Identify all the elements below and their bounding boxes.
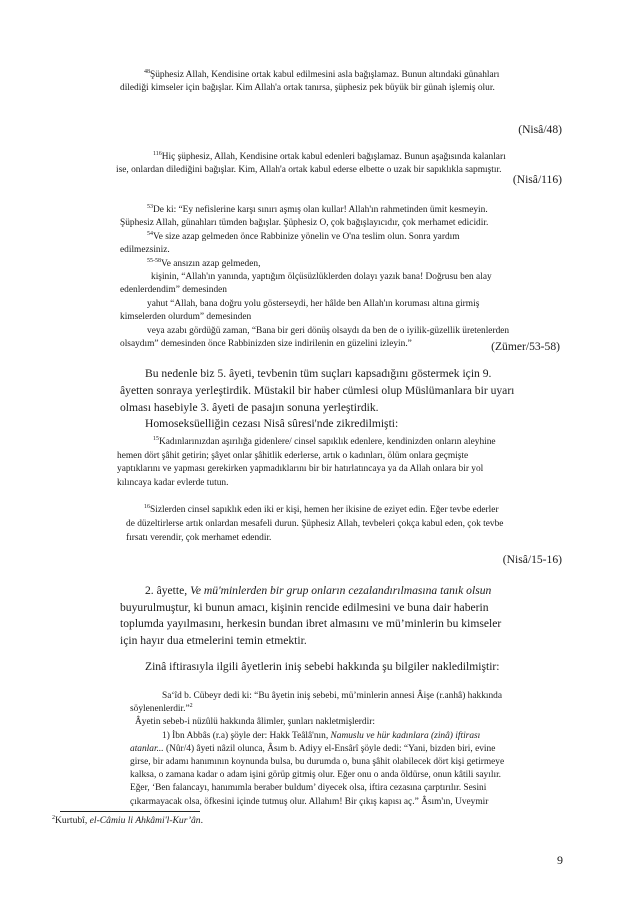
reference-nisa-15-16: (Nisâ/15-16) [502,553,562,566]
verse-number: 54 [147,230,153,237]
text-line: edilmezsiniz. [120,245,170,256]
text-line: Sizlerden cinsel sapıklık eden iki er kişi, hemen her ikisine de eziyet edin. Eğer tevbe ederler [150,505,499,515]
footnote-title: el-Câmiu li Ahkâmi'l-Kur’ân [89,815,201,826]
verse-quote-italic: atanlar... [130,743,164,754]
reference-nisa-116: (Nisâ/116) [512,173,562,186]
footnote [52,815,203,826]
text-line: Sa‘îd b. Cübeyr dedi ki: “Bu âyetin iniş sebebi, mü’minlerin annesi Âişe (r.anhâ) hakkında [162,691,503,701]
text-line: de düzeltirlerse artık onlardan mesafeli durun. Şüphesiz Allah, tevbeleri çokça kabul eden, çok tevbe [126,519,504,529]
text-line: dilediği kimseler için bağışlar. Kim Allah'a ortak tanırsa, şüphesiz pek büyük bir günah işlemiş olur. [120,83,495,93]
quote-nisa-15 [117,436,569,490]
text-line: Şüphesiz Allah, günahları tümden bağışlar. Şüphesiz O, çok bağışlayıcıdır, çok merhamet edicidir. [120,218,489,229]
text-line: (Nûr/4) âyeti nâzil olunca, Âsım b. Adiyy el-Ensârî şöyle dedi: “Yani, bizden biri, evine [163,743,496,754]
text-line: Zinâ iftirasıyla ilgili âyetlerin iniş sebebi hakkında şu bilgiler nakledilmiştir: [145,660,500,674]
footnote-separator [60,811,200,812]
text-line: buyurulmuştur, ki bunun amacı, kişinin rencide edilmesini ve buna dair haberin [120,600,489,614]
text-line: Bu nedenle biz 5. âyeti, tevbenin tüm suçları kapsadığını göstermek için 9. [145,367,492,380]
reference-nisa-48: (Nisâ/48) [518,123,562,136]
text-line: çıkarmayacak olsa, öfkesini içinde tutmuş olur. Allahım! Bir çıkış kapısı aç.” Âsım'ın, Uveymir [130,796,489,807]
quote-zumer [120,204,568,351]
verse-quote-italic: Namuslu ve hür kadınlara (zinâ) iftirası [330,730,481,741]
body-paragraph-2 [120,583,574,676]
text-line: kalksa, o zamana kadar o adam işini görüp gitmiş olur. Eğer onu o anda öldürse, onun kâtili sayılır. [130,770,502,781]
text-line: Ve size azap gelmeden önce Rabbinize yönelin ve O'na teslim olun. Sonra yardım [153,231,460,242]
quote-narration [130,690,568,809]
footnote-marker: 2 [189,703,193,710]
footnote-text: . [200,815,204,826]
text-line: olsaydım” demesinden önce Rabbinizden size indirilenin en güzelini izleyin.” [120,339,412,350]
text-line: Kadınlarınızdan aşırılığa gidenlere/ cinsel sapıklık edenlere, kendinizden onların aleyhine [159,437,496,447]
verse-number: 55-58 [147,257,161,264]
footnote-number: 2 [52,814,55,821]
verse-number: 116 [153,150,162,157]
verse-number: 16 [144,503,150,510]
text-line: veya azabı gördüğü zaman, “Bana bir geri dönüş olsaydı da ben de o iyilik-güzellik üretenlerden [147,325,510,336]
text-line: Şüphesiz Allah, Kendisine ortak kabul edilmesini asla bağışlamaz. Bunun altındaki günahları [150,70,500,80]
text-line: olması hasebiyle 3. âyeti de pasajın sonuna yerleştirdik. [120,400,379,414]
text-line: toplumda yayılmasını, herkesin bundan ibret almasını ve mü’minlerin bu kimseler [120,617,502,631]
page-number: 9 [557,853,563,867]
verse-number: 48 [144,68,150,75]
body-paragraph-1 [120,366,574,433]
text-line: âyetten sonraya yerleştirdik. Müstakil bir haber cümlesi olup Müslümanlara bir uyarı [120,383,515,397]
text-line: kişinin, “Allah'ın yanında, yaptığım ölçüsüzlüklerden dolayı yazık bana! Doğrusu ben alay [151,272,492,283]
verse-number: 15 [153,435,159,442]
text-line: fırsatı verendir, çok merhamet edendir. [126,533,272,543]
text-line: hemen dört şâhit getirin; şâyet onlar şâhitlik ederlerse, artık o kadınları, ölüm onlara geçmişte [117,450,469,461]
text-line: ise, onlardan dilediğini bağışlar. Kim, Allah'a ortak kabul ederse elbette o uzak bir sapıklıkla sapmıştır. [116,165,502,175]
text-line: söylenenlerdir.” [130,704,190,715]
reference-zumer: (Zümer/53-58) [491,340,560,353]
text-line: Ve ansızın azap gelmeden, [161,258,261,269]
text-line: De ki: “Ey nefislerine karşı sınırı aşmış olan kullar! Allah'ın rahmetinden ümit kesmeyin. [153,205,488,215]
text-line: için hayır dua etmelerini temin etmektir. [120,633,307,647]
text-line: 2. âyette, [145,584,191,597]
text-line: kılıncaya kadar evlerde tutun. [117,477,229,488]
text-line: kimselerden olurdum” demesinden [120,312,252,323]
text-line: yaptıklarını ve yapması gerekirken yapmadıklarını bir bir hatırlatıncaya ya da Allah onlara bir yol [117,464,484,475]
text-line: 1) İbn Abbâs (r.a) şöyle der: Hakk Teâlâ'nın, [162,730,331,741]
text-line: edenlerdendim” demesinden [120,285,227,296]
text-line: Hiç şüphesiz, Allah, Kendisine ortak kabul edenleri bağışlamaz. Bunun aşağısında kalanları [161,152,506,162]
quote-nisa-16 [126,503,570,545]
text-line: Âyetin sebeb-i nüzûlü hakkında âlimler, şunları nakletmişlerdir: [135,717,375,728]
text-line: girse, bir adamı hanımının koynunda bulsa, bu durumda o, buna şâhit olabilecek dört kişi getirmeye [130,757,505,768]
quote-nisa-48 [120,69,560,95]
text-line: Homoseksüelliğin cezası Nisâ sûresi'nde zikredilmişti: [145,417,399,431]
footnote-text: Kurtubî, [55,815,90,826]
verse-number: 53 [147,203,153,210]
verse-quote-italic: Ve mü'minlerden bir grup onların cezalandırılmasına tanık olsun [190,584,492,597]
text-line: yahut “Allah, bana doğru yolu gösterseydi, her hâlde ben Allah'ın koruması altına girmiş [147,298,480,309]
text-line: Eğer, ‘Ben falancayı, hanımımla beraber buldum’ diyecek olsa, iftira cezasına çarptırılır. Sesini [130,783,487,794]
